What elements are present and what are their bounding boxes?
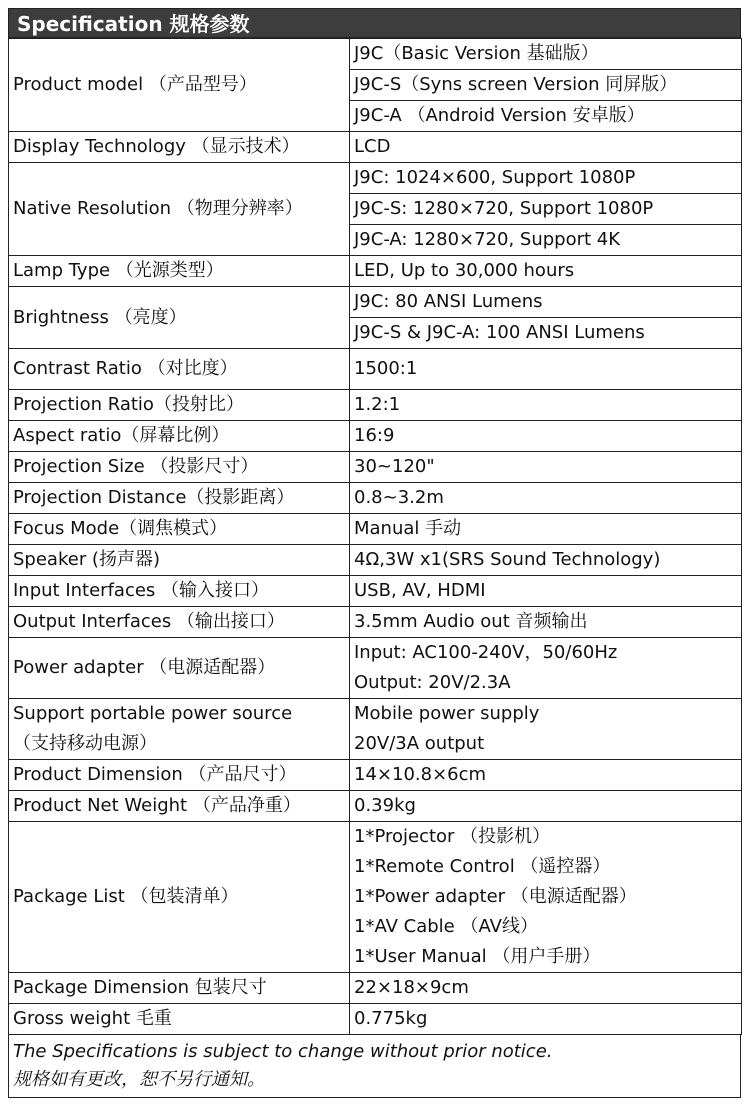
spec-label: Native Resolution （物理分辨率） (9, 163, 350, 256)
spec-value-line: Output: 20V/2.3A (354, 672, 511, 693)
spec-value-line: 1*Projector （投影机） (354, 826, 551, 847)
spec-label: Support portable power source （支持移动电源） (9, 699, 350, 760)
spec-value (350, 256, 742, 287)
spec-value-line: 16:9 (354, 425, 395, 446)
spec-row (9, 163, 742, 256)
spec-value-line: 3.5mm Audio out 音频输出 (354, 611, 588, 632)
spec-value-line: J9C: 80 ANSI Lumens (350, 287, 741, 318)
spec-label: Projection Size （投影尺寸） (9, 452, 350, 483)
spec-label: Focus Mode（调焦模式） (9, 514, 350, 545)
spec-label: Package List （包装清单） (9, 822, 350, 973)
spec-row (9, 390, 742, 421)
spec-value (350, 576, 742, 607)
spec-value (350, 390, 742, 421)
spec-value-line: J9C: 1024×600, Support 1080P (350, 163, 741, 194)
spec-value (350, 132, 742, 163)
spec-value-line: 14×10.8×6cm (354, 764, 487, 785)
spec-sheet (8, 8, 741, 1098)
spec-value (350, 349, 742, 390)
spec-row (9, 638, 742, 699)
spec-header: Specification 规格参数 (8, 8, 741, 38)
footer-note-cn: 规格如有更改，恕不另行通知。 (13, 1069, 265, 1090)
spec-row (9, 132, 742, 163)
spec-value-line: 0.775kg (354, 1008, 428, 1029)
spec-value (350, 452, 742, 483)
spec-row (9, 822, 742, 973)
spec-value-line: LCD (354, 136, 391, 157)
spec-row (9, 699, 742, 760)
spec-row (9, 39, 742, 132)
spec-row (9, 287, 742, 349)
spec-value (350, 163, 742, 256)
spec-row (9, 576, 742, 607)
spec-row (9, 452, 742, 483)
spec-row (9, 483, 742, 514)
spec-row (9, 760, 742, 791)
spec-label: Package Dimension 包装尺寸 (9, 973, 350, 1004)
spec-value-line: 22×18×9cm (354, 977, 469, 998)
spec-row (9, 256, 742, 287)
spec-value-line: J9C-S（Syns screen Version 同屏版） (350, 70, 741, 101)
spec-value (350, 973, 742, 1004)
spec-label: Gross weight 毛重 (9, 1004, 350, 1035)
spec-value (350, 638, 742, 699)
spec-value-line: USB, AV, HDMI (354, 580, 486, 601)
spec-value (350, 699, 742, 760)
spec-row (9, 421, 742, 452)
spec-row (9, 349, 742, 390)
spec-value-line: 1*Remote Control （遥控器） (354, 856, 611, 877)
spec-table (8, 38, 742, 1035)
spec-value-line: Input: AC100-240V，50/60Hz (354, 642, 618, 663)
spec-label: Product model （产品型号） (9, 39, 350, 132)
spec-label: Power adapter （电源适配器） (9, 638, 350, 699)
spec-value-line: 1500:1 (354, 358, 418, 379)
spec-row (9, 973, 742, 1004)
spec-value-line: 20V/3A output (354, 733, 485, 754)
spec-label: Contrast Ratio （对比度） (9, 349, 350, 390)
spec-label: Input Interfaces （输入接口） (9, 576, 350, 607)
spec-label: Product Net Weight （产品净重） (9, 791, 350, 822)
spec-label: Display Technology （显示技术） (9, 132, 350, 163)
spec-value-line: 1*AV Cable （AV线） (354, 916, 538, 937)
spec-value (350, 1004, 742, 1035)
spec-value-line: 0.39kg (354, 795, 416, 816)
spec-value (350, 421, 742, 452)
spec-value-line: Mobile power supply (354, 703, 540, 724)
spec-row (9, 607, 742, 638)
spec-value-line: J9C（Basic Version 基础版） (350, 39, 741, 70)
spec-value-line: LED, Up to 30,000 hours (354, 260, 575, 281)
spec-row (9, 1004, 742, 1035)
spec-label: Lamp Type （光源类型） (9, 256, 350, 287)
spec-label: Output Interfaces （输出接口） (9, 607, 350, 638)
spec-value-line: 1*User Manual （用户手册） (354, 946, 601, 967)
spec-value-line: 30~120" (354, 456, 435, 477)
spec-value (350, 514, 742, 545)
spec-value-line: 4Ω,3W x1(SRS Sound Technology) (354, 549, 661, 570)
spec-value (350, 545, 742, 576)
spec-value-line: J9C-S: 1280×720, Support 1080P (350, 194, 741, 225)
spec-value (350, 607, 742, 638)
spec-row (9, 545, 742, 576)
spec-value (350, 483, 742, 514)
spec-label: Aspect ratio（屏幕比例） (9, 421, 350, 452)
spec-value-line: 1*Power adapter （电源适配器） (354, 886, 637, 907)
spec-value-line: 0.8~3.2m (354, 487, 444, 508)
spec-value (350, 760, 742, 791)
spec-label: Product Dimension （产品尺寸） (9, 760, 350, 791)
spec-label: Speaker (扬声器) (9, 545, 350, 576)
spec-value (350, 791, 742, 822)
spec-label: Projection Distance（投影距离） (9, 483, 350, 514)
spec-label: Projection Ratio（投射比） (9, 390, 350, 421)
spec-value-line: 1.2:1 (354, 394, 401, 415)
footer-note-en: The Specifications is subject to change without prior notice. (13, 1041, 553, 1062)
spec-value-line: Manual 手动 (354, 518, 462, 539)
spec-value-line: J9C-A: 1280×720, Support 4K (354, 229, 621, 250)
spec-value-line: J9C-S & J9C-A: 100 ANSI Lumens (354, 322, 645, 343)
spec-value (350, 822, 742, 973)
spec-label: Brightness （亮度） (9, 287, 350, 349)
spec-value (350, 39, 742, 132)
spec-row (9, 514, 742, 545)
spec-value-line: J9C-A （Android Version 安卓版） (354, 105, 645, 126)
spec-value (350, 287, 742, 349)
spec-footer (8, 1035, 741, 1098)
spec-row (9, 791, 742, 822)
